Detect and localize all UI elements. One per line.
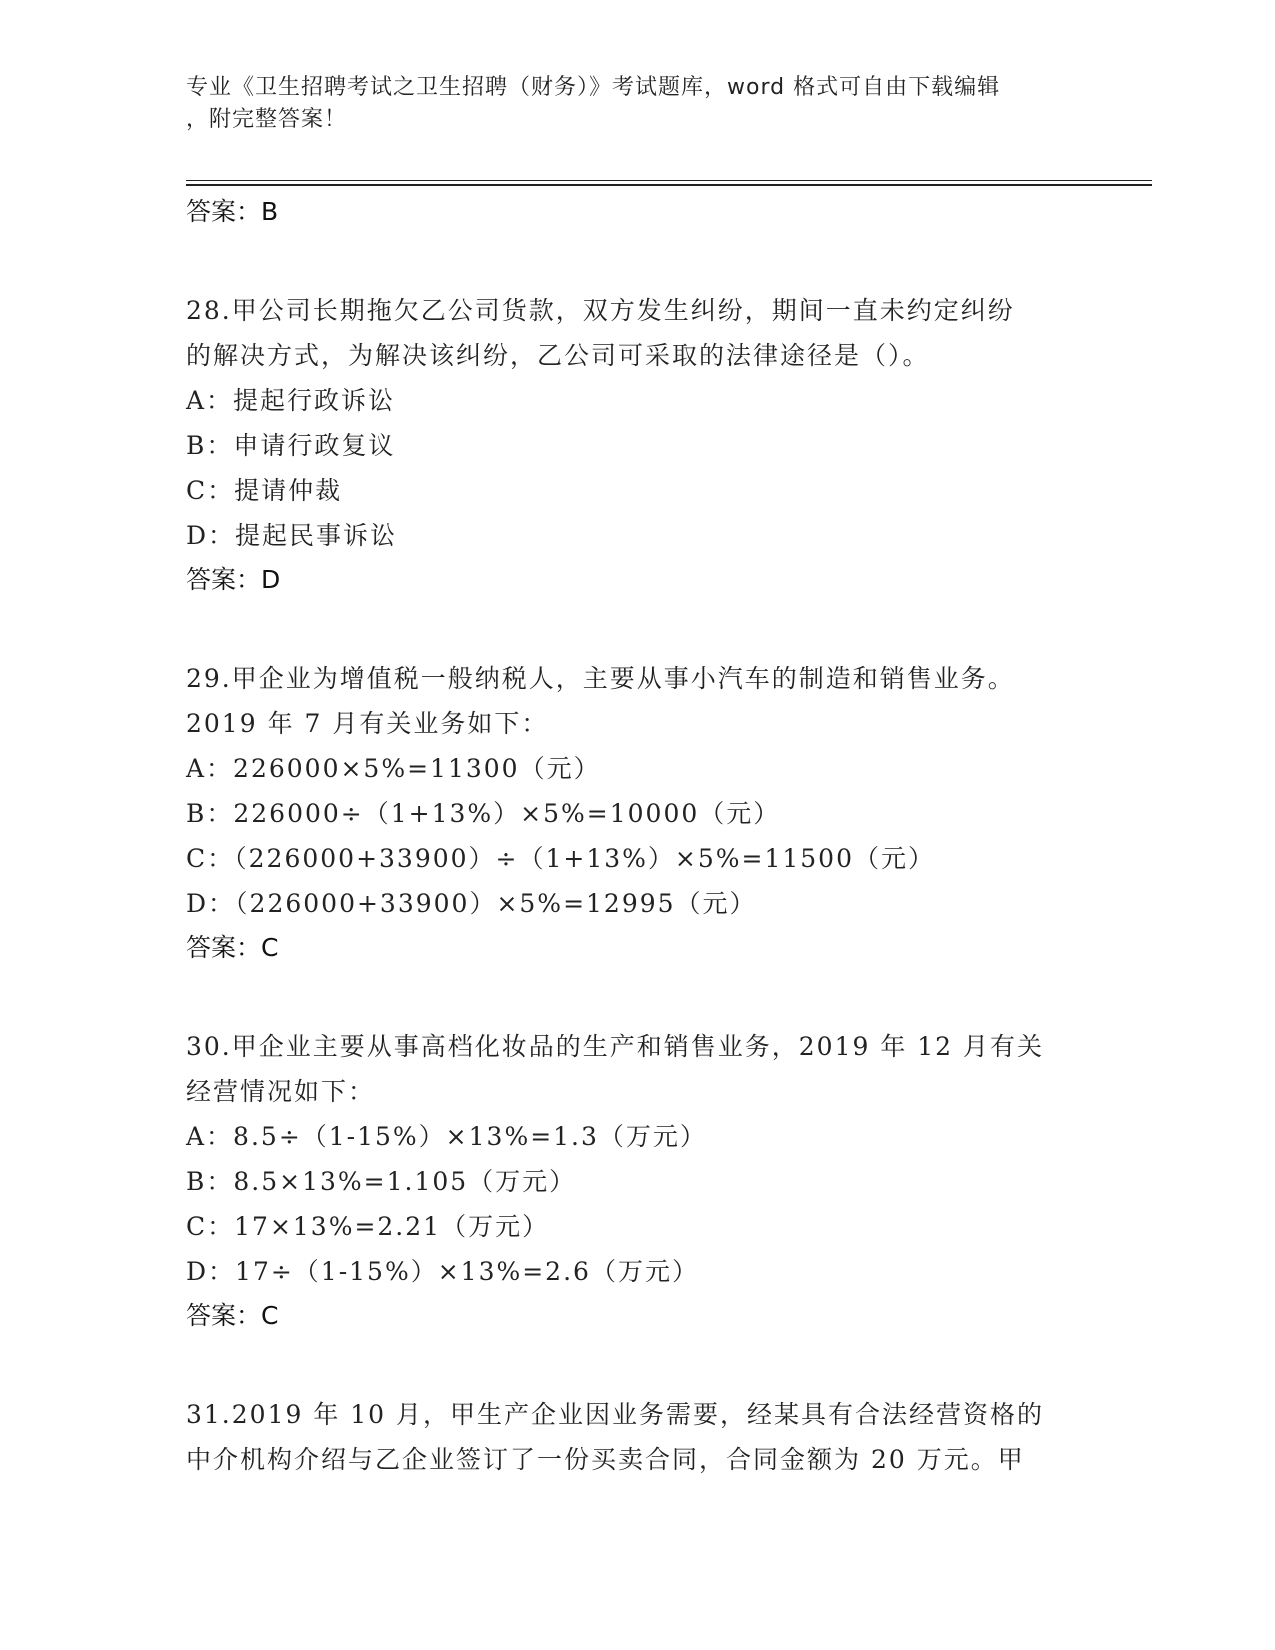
option-c: C：（226000+33900）÷（1+13%）×5%=11500（元） — [186, 844, 935, 873]
option-d: D：17÷（1-15%）×13%=2.6（万元） — [186, 1257, 699, 1286]
answer-line: 答案：B — [186, 197, 279, 226]
question-text-line: 的解决方式，为解决该纠纷，乙公司可采取的法律途径是（）。 — [186, 341, 930, 370]
question-list — [186, 190, 1156, 1482]
header-divider-thick — [186, 184, 1152, 186]
question-29 — [186, 656, 1156, 970]
header-divider-thin — [186, 180, 1152, 181]
question-30 — [186, 1024, 1156, 1338]
question-text-line: 中介机构介绍与乙企业签订了一份买卖合同，合同金额为 20 万元。甲 — [186, 1445, 1025, 1474]
question-31 — [186, 1392, 1156, 1482]
option-b: B：8.5×13%=1.105（万元） — [186, 1167, 577, 1196]
question-28 — [186, 288, 1156, 602]
header-line-1: 专业《卫生招聘考试之卫生招聘（财务）》考试题库，word 格式可自由下载编辑 — [186, 75, 1001, 100]
question-text-line: 31.2019 年 10 月，甲生产企业因业务需要，经某具有合法经营资格的 — [186, 1400, 1045, 1429]
answer-line: 答案：C — [186, 1301, 279, 1330]
option-c: C：提请仲裁 — [186, 476, 343, 505]
option-d: D：提起民事诉讼 — [186, 521, 398, 550]
option-b: B：226000÷（1+13%）×5%=10000（元） — [186, 799, 781, 828]
question-text-line: 29.甲企业为增值税一般纳税人，主要从事小汽车的制造和销售业务。 — [186, 664, 1015, 693]
option-c: C：17×13%=2.21（万元） — [186, 1212, 550, 1241]
option-a: A：提起行政诉讼 — [186, 386, 396, 415]
question-text-line: 28.甲公司长期拖欠乙公司货款，双方发生纠纷，期间一直未约定纠纷 — [186, 296, 1015, 325]
question-text-line: 2019 年 7 月有关业务如下： — [186, 709, 549, 738]
option-b: B：申请行政复议 — [186, 431, 396, 460]
question-text-line: 30.甲企业主要从事高档化妆品的生产和销售业务，2019 年 12 月有关 — [186, 1032, 1045, 1061]
document-header — [186, 72, 1086, 136]
answer-line: 答案：D — [186, 565, 281, 594]
option-a: A：8.5÷（1-15%）×13%=1.3（万元） — [186, 1122, 707, 1151]
answer-line: 答案：C — [186, 933, 279, 962]
option-d: D：（226000+33900）×5%=12995（元） — [186, 889, 757, 918]
question-text-line: 经营情况如下： — [186, 1077, 376, 1106]
header-line-2: ，附完整答案！ — [186, 107, 348, 132]
option-a: A：226000×5%=11300（元） — [186, 754, 601, 783]
